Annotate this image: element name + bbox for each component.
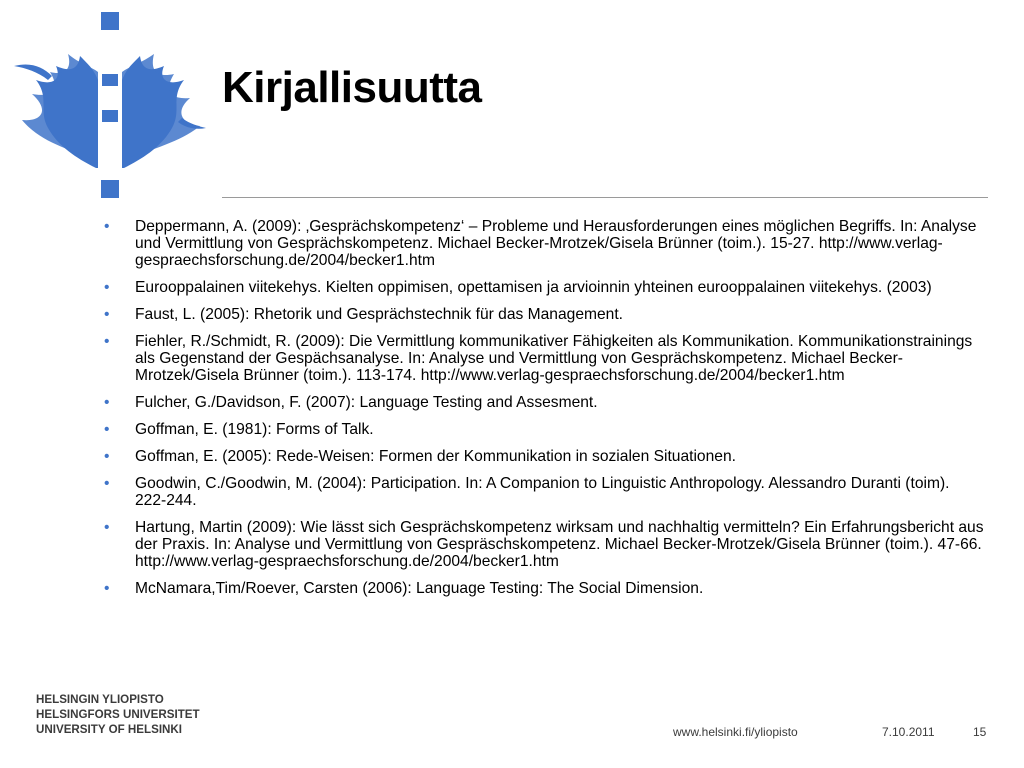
reference-text: Goodwin, C./Goodwin, M. (2004): Participation. In: A Companion to Linguistic Anthropology. Alessandro Duranti (toim). 222-244.	[135, 475, 950, 509]
slide-title: Kirjallisuutta	[222, 63, 482, 112]
bullet-icon: •	[104, 448, 110, 465]
university-of-helsinki-logo	[10, 10, 215, 202]
footer-url: www.helsinki.fi/yliopisto	[673, 725, 798, 739]
reference-item	[104, 218, 984, 269]
bullet-icon: •	[104, 394, 110, 411]
reference-item	[104, 519, 984, 570]
university-wordmark	[36, 692, 200, 737]
reference-item	[104, 394, 984, 411]
bullet-icon: •	[104, 218, 110, 235]
reference-text: McNamara,Tim/Roever, Carsten (2006): Language Testing: The Social Dimension.	[135, 580, 704, 597]
reference-item	[104, 306, 984, 323]
reference-text: Fiehler, R./Schmidt, R. (2009): Die Vermittlung kommunikativer Fähigkeiten als Kommunikation. Kommunikationstrainings als Gegenstand der Gespächsanalyse. In: Analyse und Vermittlung von Gesprächskompetenz. Michael Becker-Mrotzek/Gisela Brünner (toim.). 113-174. http://www.verlag-gespraechsforschung.de/2004/becker1.htm	[135, 333, 973, 384]
title-divider	[222, 197, 988, 198]
reference-item	[104, 475, 984, 509]
bullet-icon: •	[104, 306, 110, 323]
reference-item	[104, 421, 984, 438]
bullet-icon: •	[104, 279, 110, 296]
reference-item	[104, 580, 984, 597]
wordmark-line-fi: HELSINGIN YLIOPISTO	[36, 693, 164, 706]
reference-text: Goffman, E. (2005): Rede-Weisen: Formen der Kommunikation in sozialen Situationen.	[135, 448, 736, 465]
reference-text: Faust, L. (2005): Rhetorik und Gesprächstechnik für das Management.	[135, 306, 623, 323]
reference-text: Fulcher, G./Davidson, F. (2007): Language Testing and Assesment.	[135, 394, 598, 411]
footer-date: 7.10.2011	[882, 725, 935, 739]
page-number: 15	[973, 725, 987, 739]
wordmark-line-sv: HELSINGFORS UNIVERSITET	[36, 708, 200, 721]
reference-item	[104, 279, 984, 296]
reference-item	[104, 448, 984, 465]
reference-text: Deppermann, A. (2009): ‚Gesprächskompetenz‘ – Probleme und Herausforderungen eines möglichen Begriffs. In: Analyse und Vermittlung von Gesprächskompetenz. Michael Becker-Mrotzek/Gisela Brünner (toim.). 15-27. http://www.verlag-gespraechsforschung.de/2004/becker1.htm	[135, 218, 977, 269]
wordmark-line-en: UNIVERSITY OF HELSINKI	[36, 723, 183, 736]
bullet-icon: •	[104, 519, 110, 536]
reference-text: Eurooppalainen viitekehys. Kielten oppimisen, opettamisen ja arvioinnin yhteinen eurooppalainen viitekehys. (2003)	[135, 279, 932, 296]
reference-list	[104, 218, 984, 607]
reference-item	[104, 333, 984, 384]
bullet-icon: •	[104, 421, 110, 438]
bullet-icon: •	[104, 580, 110, 597]
bullet-icon: •	[104, 475, 110, 492]
bullet-icon: •	[104, 333, 110, 350]
reference-text: Hartung, Martin (2009): Wie lässt sich Gesprächskompetenz wirksam und nachhaltig vermitteln? Ein Erfahrungsbericht aus der Praxis. In: Analyse und Vermittlung von Gespräschskompetenz. Michael Becker-Mrotzek/Gisela Brünner (toim.). 47-66. http://www.verlag-gespraechsforschung.de/2004/becker1.htm	[135, 519, 984, 570]
reference-text: Goffman, E. (1981): Forms of Talk.	[135, 421, 374, 438]
